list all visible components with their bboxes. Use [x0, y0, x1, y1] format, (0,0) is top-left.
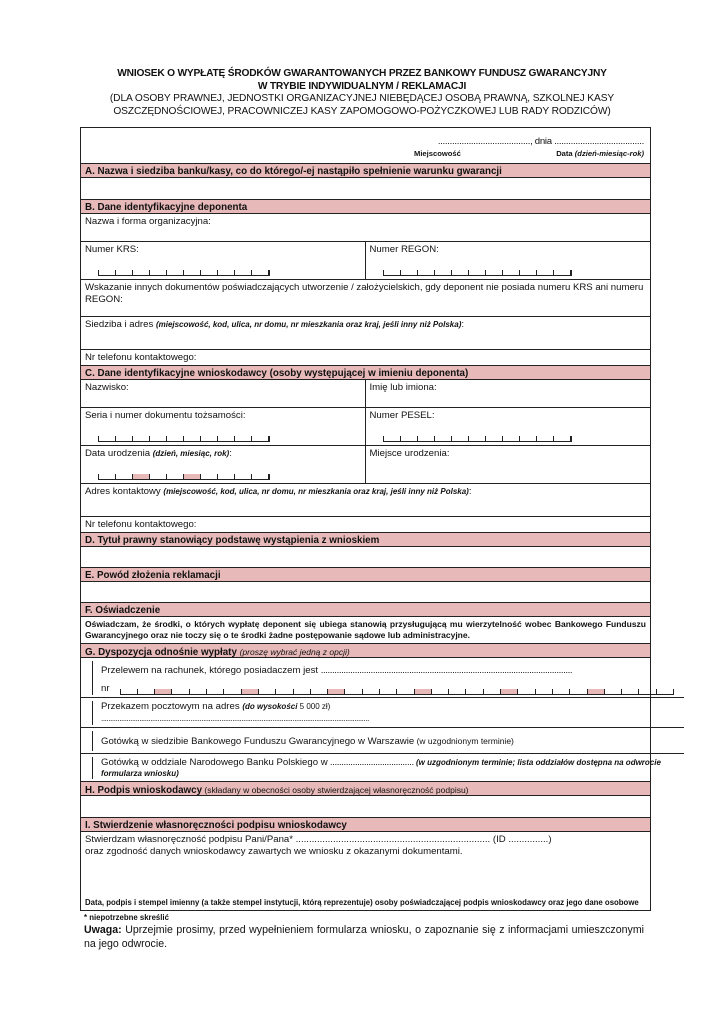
title-line-3: (DLA OSOBY PRAWNEJ, JEDNOSTKI ORGANIZACYJNEJ NIEBĘDĄCEJ OSOBĄ PRAWNĄ, SZKOLNEJ KASY [109, 93, 615, 104]
verification-line-1[interactable]: Stwierdzam własnoręczność podpisu Pani/Pana* ......................................................................... (ID ...............) [85, 834, 552, 845]
regon-digit-boxes[interactable] [383, 264, 647, 276]
applicant-phone-field[interactable] [81, 517, 650, 533]
section-d-header: D. Tytuł prawny stanowiący podstawę wystąpienia z wnioskiem [81, 533, 650, 547]
id-document-label: Seria i numer dokumentu tożsamości: [85, 410, 246, 421]
surname-label: Nazwisko: [85, 382, 129, 393]
title-line-1: WNIOSEK O WYPŁATĘ ŚRODKÓW GWARANTOWANYCH PRZEZ BANKOWY FUNDUSZ GWARANCYJNY [117, 68, 607, 79]
firstname-label: Imię lub imiona: [369, 382, 437, 393]
section-e-field[interactable] [81, 582, 650, 603]
signature-verification-block [81, 832, 650, 910]
verification-line-2: oraz zgodność danych wnioskodawcy zawartych we wniosku z okazanymi dokumentami. [85, 846, 463, 857]
account-nr-label: nr [101, 683, 110, 694]
option-cash-nbp: Gotówką w oddziale Narodowego Banku Polskiego w ..................................... (w uzgodnionym terminie; lista oddziałów dostępna na odwrocie formularza wniosku) [101, 757, 661, 778]
title-line-4: OSZCZĘDNOŚCIOWEJ, PRACOWNICZEJ KASY ZAPOMOGOWO-POŻYCZKOWEJ LUB RADY RODZICÓW) [113, 105, 611, 117]
section-c-header: C. Dane identyfikacyjne wnioskodawcy (osoby występującej w imieniu deponenta) [81, 366, 650, 380]
option-postal: Przekazem pocztowym na adres (do wysokości 5 000 zł) ................................................................................................................................................... [101, 701, 674, 725]
krs-digit-boxes[interactable] [98, 264, 361, 276]
regon-label: Numer REGON: [369, 244, 439, 255]
birthdate-hint: (dzień, miesiąc, rok) [152, 449, 230, 458]
place-date-field[interactable]: ......................................., dnia ...................................... [437, 136, 644, 147]
option-transfer [101, 661, 674, 695]
section-e-header: E. Powód złożenia reklamacji [81, 568, 650, 582]
other-documents-field[interactable] [81, 280, 650, 317]
option-cash-bfg-label: Gotówką w siedzibie Bankowego Funduszu Gwarancyjnego w Warszawie [101, 736, 415, 747]
pesel-digit-boxes[interactable] [383, 430, 647, 442]
option-cash-bfg-checkbox[interactable] [81, 731, 93, 751]
section-f-header: F. Oświadczenie [81, 603, 650, 617]
section-a-field[interactable] [81, 178, 650, 200]
birthdate-field[interactable]: Data urodzenia (dzień, miesiąc, rok): [81, 446, 366, 483]
postal-address-field[interactable]: ................................................................................................................................................... [101, 714, 369, 723]
attention-note: Uwaga: Uprzejmie prosimy, przed wypełnieniem formularza wniosku, o zapoznanie się z informacjami umieszczonymi na jego odwrocie. [84, 924, 644, 950]
section-a-header: A. Nazwa i siedziba banku/kasy, co do którego/-ej nastąpiło spełnienie warunku gwarancji [81, 164, 650, 178]
surname-field[interactable] [81, 380, 366, 407]
payout-options [81, 658, 661, 782]
place-date-row [81, 128, 650, 164]
title-line-2: W TRYBIE INDYWIDUALNYM / REKLAMACJI [257, 80, 467, 92]
option-postal-checkbox[interactable] [81, 701, 93, 725]
name-row [81, 380, 650, 408]
birthplace-field[interactable] [366, 446, 651, 483]
deponent-address-hint: (miejscowość, kod, ulica, nr domu, nr mieszkania oraz kraj, jeśli inny niż Polska) [155, 320, 462, 329]
option-cash-nbp-checkbox[interactable] [81, 757, 93, 779]
deponent-phone-field[interactable] [81, 350, 650, 366]
footnote: * niepotrzebne skreślić [84, 913, 169, 922]
attention-label: Uwaga: [84, 924, 122, 936]
section-h-hint: (składany w obecności osoby stwierdzającej własnoręczność podpisu) [202, 785, 469, 795]
option-cash-bfg: Gotówką w siedzibie Bankowego Funduszu Gwarancyjnego w Warszawie (w uzgodnionym terminie) [101, 736, 514, 747]
section-h-header: H. Podpis wnioskodawcy (składany w obecności osoby stwierdzającej własnoręczność podpisu) [81, 782, 650, 796]
contact-address-label: Adres kontaktowy [85, 486, 161, 497]
pesel-field[interactable] [366, 408, 651, 445]
deponent-address-label: Siedziba i adres [85, 319, 154, 330]
krs-label: Numer KRS: [85, 244, 139, 255]
declaration-text: Oświadczam, że środki, o których wypłatę deponent się ubiega stanowią przysługującą mu wierzytelność wobec Bankowego Funduszu Gwarancyjnego oraz nie toczy się o te środki żadne postępowanie sądowe lub administracyjne. [81, 617, 650, 644]
deponent-name-label: Nazwa i forma organizacyjna: [85, 216, 211, 227]
other-documents-label: Wskazanie innych dokumentów poświadczających utworzenie / założycielskich, gdy deponent nie posiada numeru KRS ani numeru REGON: [85, 282, 644, 305]
option-cash-nbp-label: Gotówką w oddziale Narodowego Banku Polskiego w [101, 757, 328, 768]
pesel-label: Numer PESEL: [369, 410, 435, 421]
id-pesel-row [81, 408, 650, 446]
option-transfer-checkbox[interactable] [81, 661, 93, 695]
verifier-signature-note: Data, podpis i stempel imienny (a także stempel instytucji, którą reprezentuje) osoby poświadczającej podpis wnioskodawcy oraz jego dane osobowe [85, 898, 639, 907]
section-g-header: G. Dyspozycja odnośnie wypłaty (proszę wybrać jedną z opcji) [81, 644, 650, 658]
option-transfer-label: Przelewem na rachunek, którego posiadaczem jest [101, 665, 319, 676]
nbp-branch-field[interactable]: ..................................... [327, 757, 417, 768]
birthplace-label: Miejsce urodzenia: [369, 448, 450, 459]
krs-regon-row [81, 242, 650, 280]
id-document-digit-boxes[interactable] [98, 430, 361, 442]
section-d-field[interactable] [81, 547, 650, 568]
section-i-header: I. Stwierdzenie własnoręczności podpisu wnioskodawcy [81, 818, 650, 832]
birthdate-digit-boxes[interactable] [98, 468, 361, 480]
account-number-field[interactable] [101, 681, 674, 695]
form-title [60, 68, 664, 118]
deponent-name-field[interactable] [81, 214, 650, 242]
firstname-field[interactable] [366, 380, 651, 407]
regon-field[interactable] [366, 242, 651, 279]
deponent-phone-label: Nr telefonu kontaktowego: [85, 352, 197, 363]
contact-address-field[interactable]: Adres kontaktowy (miejscowość, kod, ulica, nr domu, nr mieszkania oraz kraj, jeśli inny niż Polska): [81, 484, 650, 517]
applicant-phone-label: Nr telefonu kontaktowego: [85, 519, 197, 530]
account-holder-field[interactable]: ............................................................................................................... [320, 665, 573, 676]
deponent-address-field[interactable]: Siedziba i adres (miejscowość, kod, ulica, nr domu, nr mieszkania oraz kraj, jeśli inny niż Polska): [81, 317, 650, 350]
application-form [80, 127, 661, 911]
krs-field[interactable] [81, 242, 366, 279]
applicant-signature-field[interactable] [81, 796, 650, 818]
date-label: Data (dzień-miesiąc-rok) [556, 149, 644, 158]
section-g-hint: (proszę wybrać jedną z opcji) [239, 647, 350, 657]
id-document-field[interactable] [81, 408, 366, 445]
place-label: Miejscowość [414, 149, 461, 158]
section-b-header: B. Dane identyfikacyjne deponenta [81, 200, 650, 214]
birth-row [81, 446, 650, 484]
option-postal-label: Przekazem pocztowym na adres [101, 701, 240, 712]
birthdate-label: Data urodzenia [85, 448, 151, 459]
contact-address-hint: (miejscowość, kod, ulica, nr domu, nr mieszkania oraz kraj, jeśli inny niż Polska) [163, 487, 469, 496]
